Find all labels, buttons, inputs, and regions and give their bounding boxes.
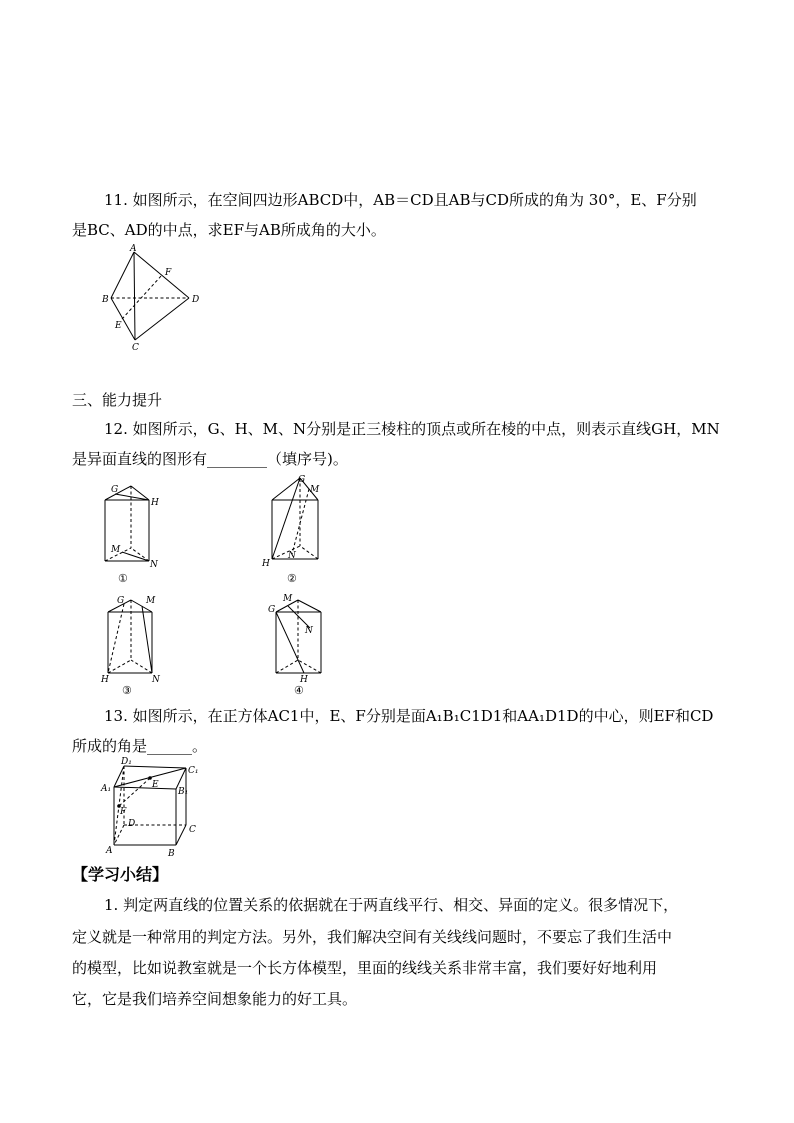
q13-label-C1: C₁: [188, 766, 199, 776]
summary-line1: 1. 判定两直线的位置关系的依据就在于两直线平行、相交、异面的定义。很多情况下，: [104, 896, 679, 914]
fig4-label-H: H: [300, 675, 308, 685]
fig3-label-H: H: [101, 675, 109, 685]
fig1-caption: ①: [118, 572, 128, 585]
q11-line1: 11. 如图所示，在空间四边形ABCD中，AB＝CD且AB与CD所成的角为 30°，E、F分别: [104, 191, 697, 209]
fig1-label-G: G: [111, 485, 119, 495]
fig4-label-N: N: [305, 626, 313, 636]
fig4-caption: ④: [294, 684, 304, 697]
fig2-label-G: G: [298, 475, 306, 485]
fig3-label-G: G: [117, 596, 125, 606]
fig1-label-M: M: [111, 545, 121, 555]
q13-label-B: B: [168, 849, 175, 859]
section-title: 三、能力提升: [72, 391, 163, 409]
q13-label-D: D: [128, 819, 136, 829]
q11-line2: 是BC、AD的中点，求EF与AB所成角的大小。: [72, 221, 386, 239]
q12-figure-4: [264, 590, 334, 698]
label-C: C: [132, 343, 139, 353]
q13-line1: 13. 如图所示，在正方体AC1中，E、F分别是面A₁B₁C1D1和AA₁D1D的中心，则EF和CD: [104, 707, 714, 725]
edge-AC: [134, 252, 135, 340]
label-A: A: [130, 244, 137, 254]
q13-label-D1: D₁: [121, 757, 132, 767]
label-F: F: [165, 268, 172, 278]
edge-AB: [111, 252, 134, 298]
summary-line3: 的模型，比如说教室就是一个长方体模型，里面的线线关系非常丰富，我们要好好地利用: [72, 959, 658, 977]
q12-figure-3: [100, 590, 170, 698]
label-B: B: [102, 295, 109, 305]
fig1-label-N: N: [150, 560, 158, 570]
summary-line2: 定义就是一种常用的判定方法。另外，我们解决空间有关线线问题时，不要忘了我们生活中: [72, 928, 673, 946]
fig4-label-G: G: [268, 605, 276, 615]
fig3-label-M: M: [146, 596, 156, 606]
fig2-caption: ②: [287, 572, 297, 585]
q11-tetrahedron-figure: [98, 244, 208, 356]
edge-BC: [111, 298, 135, 340]
fig2-label-M: M: [310, 485, 320, 495]
fig2-label-N: N: [288, 551, 296, 561]
q12-figure-1: [98, 478, 168, 586]
fig3-caption: ③: [122, 684, 132, 697]
q13-label-A: A: [106, 846, 113, 856]
q13-label-A1: A₁: [101, 784, 112, 794]
label-D: D: [192, 295, 200, 305]
summary-line4: 它，它是我们培养空间想象能力的好工具。: [72, 990, 358, 1008]
q13-label-F: F: [120, 807, 127, 817]
q13-cube-figure: [98, 756, 208, 860]
q12-line1: 12. 如图所示，G、H、M、N分别是正三棱柱的顶点或所在棱的中点，则表示直线GH，MN: [104, 420, 720, 438]
segment-EF: [122, 275, 162, 319]
q13-label-C: C: [189, 825, 196, 835]
label-E: E: [115, 321, 122, 331]
fig1-label-H: H: [151, 498, 159, 508]
fig2-label-H: H: [262, 559, 270, 569]
fig3-label-N: N: [152, 675, 160, 685]
edge-AD: [134, 252, 189, 298]
q13-label-E: E: [152, 780, 159, 790]
q12-figure-2: [262, 470, 332, 586]
summary-title: 【学习小结】: [72, 865, 169, 884]
q13-line2: 所成的角是______。: [72, 737, 208, 755]
edge-CD: [135, 298, 189, 340]
fig4-label-M: M: [283, 594, 293, 604]
q13-label-B1: B₁: [178, 787, 189, 797]
q12-line2: 是异面直线的图形有________（填序号)。: [72, 450, 348, 468]
